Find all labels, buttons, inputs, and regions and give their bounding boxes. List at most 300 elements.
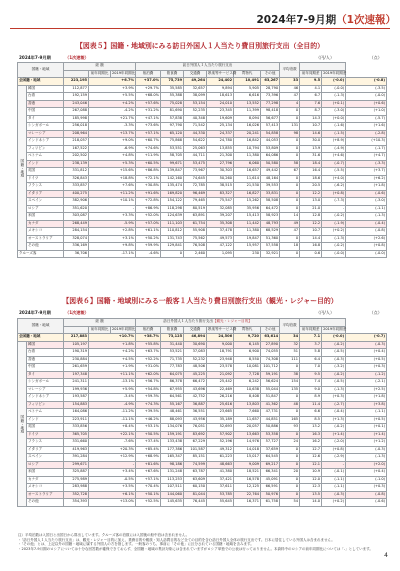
figure6-title: 【図表６】国籍・地域別にみる一般客１人当たり費目別旅行支出（観光・レジャー目的）	[62, 297, 338, 305]
table-cell: +3.4%	[89, 469, 136, 477]
row-country: クルーズ客	[18, 250, 64, 258]
row-country: 香港	[27, 356, 64, 364]
table-cell: 113,253	[161, 476, 184, 484]
table-cell: 49,442	[261, 168, 280, 176]
row-country: インドネシア	[27, 138, 64, 146]
table-cell: +6.7%	[89, 78, 136, 86]
table-cell: 9.5	[300, 78, 322, 86]
table-cell: 230	[234, 250, 261, 258]
table-cell: 22,764	[234, 491, 261, 499]
table-cell: 6,242	[234, 379, 261, 387]
table-cell: (+0.1)	[322, 100, 346, 108]
table-row	[18, 484, 387, 492]
table-cell: -3.3%	[89, 123, 136, 131]
table-cell: 0	[280, 476, 300, 484]
table-cell: (-0.8)	[346, 491, 387, 499]
table-cell: +13.7%	[89, 130, 136, 138]
table-cell: (+0.6)	[346, 100, 387, 108]
table-cell: (-0.0)	[322, 250, 346, 258]
table-cell: 12.3	[300, 484, 322, 492]
table-cell: (-0.0)	[346, 93, 387, 101]
table-cell: 256,018	[64, 123, 89, 131]
table-cell: 25,134	[207, 123, 234, 131]
table-cell: 98	[280, 130, 300, 138]
table-cell: (-3.0)	[322, 108, 346, 116]
row-country: スペイン	[27, 198, 64, 206]
table-cell: 40,348	[184, 115, 207, 123]
figure6-unit-right: （点）	[369, 310, 382, 315]
table-cell: 192,159	[64, 93, 89, 101]
figure5-header-total: 総 額	[64, 63, 136, 71]
table-cell: 268,449	[64, 220, 89, 228]
row-country: その他	[27, 499, 64, 507]
table-cell: 1,095	[207, 250, 234, 258]
table-cell: 49,312	[207, 446, 234, 454]
table-cell: +68.0%	[136, 93, 161, 101]
table-row	[18, 379, 387, 387]
row-country: オーストラリア	[27, 235, 64, 243]
figure6-header-lodging: 宿泊費	[136, 326, 161, 334]
table-cell: 53,475	[184, 160, 207, 168]
table-cell: 99,671	[161, 160, 184, 168]
table-cell: 6.7	[300, 93, 322, 101]
table-cell: 208,964	[64, 130, 89, 138]
table-cell: 25,442	[207, 379, 234, 387]
table-cell: 75,028	[161, 100, 184, 108]
table-cell: +9.8%	[89, 243, 136, 251]
table-cell: 46	[280, 85, 300, 93]
row-country: 韓国	[27, 341, 64, 349]
table-cell: 48,663	[207, 461, 234, 469]
figure5-table	[17, 62, 387, 258]
table-cell: +74.6%	[136, 145, 161, 153]
row-country: タイ	[27, 115, 64, 123]
figure6-header-purpose: 【観光・レジャー目的】	[212, 319, 252, 324]
row-country: 韓国	[27, 85, 64, 93]
table-cell: 32,921	[261, 250, 280, 258]
table-cell: 31.6	[300, 153, 322, 161]
table-cell: 12.2	[300, 220, 322, 228]
table-row	[18, 446, 387, 454]
table-cell: +4.2%	[89, 349, 136, 357]
table-cell: 9,000	[207, 341, 234, 349]
table-cell: +60.7%	[136, 138, 161, 146]
table-cell: 7.0	[300, 364, 322, 372]
table-cell: 8,094	[234, 115, 261, 123]
table-cell: 336,169	[64, 243, 89, 251]
table-cell: 33	[280, 78, 300, 86]
table-cell: 93	[280, 424, 300, 432]
table-cell: 48,506	[184, 364, 207, 372]
table-cell: 4	[280, 100, 300, 108]
table-row	[18, 431, 387, 439]
notes	[18, 533, 384, 552]
table-cell: 51,360	[261, 235, 280, 243]
table-cell: (-0.2)	[322, 371, 346, 379]
table-cell: 0	[280, 175, 300, 183]
table-row	[18, 371, 387, 379]
table-cell: 18.4	[300, 160, 322, 168]
table-cell: 197,348	[64, 371, 89, 379]
figure5-header-country: 国籍・地域	[18, 63, 64, 78]
table-cell: -4.9%	[89, 401, 136, 409]
table-cell: -5.9%	[89, 220, 136, 228]
table-cell: +68.9%	[136, 454, 161, 462]
table-cell: 71,735	[161, 356, 184, 364]
table-cell: 0.6	[300, 250, 322, 258]
table-cell: 13.0	[300, 198, 322, 206]
table-row	[18, 160, 387, 168]
row-country: インドネシア	[27, 394, 64, 402]
table-row	[18, 153, 387, 161]
table-cell: 49	[280, 220, 300, 228]
table-cell: 13,552	[234, 100, 261, 108]
table-cell: 333,856	[64, 424, 89, 432]
table-row	[18, 100, 387, 108]
table-cell: 47,731	[261, 409, 280, 417]
table-row	[18, 78, 387, 86]
table-cell: 0	[280, 446, 300, 454]
table-row	[18, 416, 387, 424]
table-cell: 44,711	[184, 153, 207, 161]
table-cell: +57.6%	[136, 100, 161, 108]
row-country: シンガポール	[27, 379, 64, 387]
table-cell: 131	[280, 123, 300, 131]
row-country: フランス	[27, 183, 64, 191]
table-cell: 6,900	[234, 349, 261, 357]
table-cell: +59.3%	[136, 394, 161, 402]
table-cell: 52,693	[207, 424, 234, 432]
table-cell: 20,057	[234, 424, 261, 432]
table-cell: 49,573	[207, 235, 234, 243]
table-cell: (-0.4)	[322, 409, 346, 417]
table-cell: (-0.2)	[322, 341, 346, 349]
table-cell: 75,562	[184, 235, 207, 243]
table-cell: 14,018	[234, 446, 261, 454]
row-country: ロシア	[27, 461, 64, 469]
table-cell: 41,380	[207, 469, 234, 477]
row-country: ベトナム	[27, 153, 64, 161]
table-cell: +50.2%	[136, 235, 161, 243]
table-cell: 69,217	[261, 461, 280, 469]
table-cell: 98,186	[161, 461, 184, 469]
table-cell: (-2.0)	[322, 439, 346, 447]
row-country: 中国	[27, 364, 64, 372]
table-cell: 16.3	[300, 431, 322, 439]
figure6-header-2019: 2019年同期比	[111, 326, 136, 334]
table-cell: +67.6%	[136, 469, 161, 477]
note-line: 注）平均泊数は入国日と出国日から算出しています。クルーズ客の泊数には入国後の船中泊は含まれません。	[18, 533, 190, 537]
table-cell: (-0.3)	[322, 491, 346, 499]
table-cell: 352,728	[64, 491, 89, 499]
table-cell: +60.5%	[136, 160, 161, 168]
table-cell: 131,248	[161, 469, 184, 477]
table-cell: (-0.1)	[322, 469, 346, 477]
table-cell: 58,705	[161, 153, 184, 161]
table-cell: 81,044	[184, 491, 207, 499]
table-cell: (+4.6)	[322, 153, 346, 161]
table-cell: +61.1%	[136, 228, 161, 236]
figure6-table-body	[18, 334, 387, 507]
table-cell: 98,418	[261, 108, 280, 116]
table-cell: 284,154	[64, 228, 89, 236]
table-cell: 63,614	[261, 334, 280, 342]
table-cell: 79,465	[184, 198, 207, 206]
table-cell: 365,705	[64, 431, 89, 439]
table-cell: 96,469	[184, 190, 207, 198]
table-cell: 37,478	[207, 228, 234, 236]
table-cell: 63,267	[261, 78, 280, 86]
table-cell: +11.9%	[136, 153, 161, 161]
table-cell: (+0.8)	[346, 243, 387, 251]
table-cell: (+10.3)	[346, 138, 387, 146]
table-row	[18, 190, 387, 198]
table-cell: (-0.7)	[322, 160, 346, 168]
table-cell: +39.5%	[136, 409, 161, 417]
table-cell: 135	[280, 386, 300, 394]
table-cell: (-0.4)	[346, 220, 387, 228]
table-cell: 6.4	[300, 356, 322, 364]
table-cell: 7.6	[300, 100, 322, 108]
table-cell: +10.1%	[89, 198, 136, 206]
table-cell: (-3.0)	[346, 198, 387, 206]
table-cell: +5.9%	[89, 386, 136, 394]
table-row	[18, 138, 387, 146]
table-cell: 47,122	[207, 243, 234, 251]
table-cell: (-1.9)	[322, 220, 346, 228]
table-cell: 16,371	[234, 499, 261, 507]
table-row	[18, 476, 387, 484]
table-cell: +9.0%	[89, 138, 136, 146]
table-cell: +30.8%	[136, 183, 161, 191]
table-cell: -13.1%	[89, 379, 136, 387]
header-rule	[10, 28, 390, 29]
table-cell: 0	[280, 364, 300, 372]
table-cell: +72.1%	[136, 175, 161, 183]
table-cell: 80,519	[184, 205, 207, 213]
table-cell: (-2.8)	[346, 130, 387, 138]
table-cell: (-5.7)	[346, 115, 387, 123]
figure5-header-transport: 交通費	[184, 70, 207, 78]
table-cell: -3.4%	[89, 394, 136, 402]
table-cell: (-6.2)	[322, 183, 346, 191]
table-cell: 86,378	[161, 379, 184, 387]
figure6-header-prev: 前年同期比	[89, 326, 111, 334]
row-country: 台湾	[27, 349, 64, 357]
table-cell: 202,502	[64, 153, 89, 161]
table-cell: 193,587	[64, 394, 89, 402]
table-cell: 10.9	[300, 469, 322, 477]
table-cell: 36,887	[184, 401, 207, 409]
table-cell: (+0.2)	[322, 499, 346, 507]
row-country: メキシコ	[27, 484, 64, 492]
table-cell: +57.1%	[136, 476, 161, 484]
table-cell: 45,091	[261, 476, 280, 484]
table-cell: (-5.5)	[322, 168, 346, 176]
table-cell: 351,620	[64, 205, 89, 213]
table-cell: +4.8%	[89, 153, 136, 161]
table-cell: +29.7%	[136, 85, 161, 93]
table-cell: +3.9%	[89, 85, 136, 93]
figure6-header-avg-nights: 平均泊数	[280, 319, 300, 334]
table-cell: 10.7	[300, 123, 322, 131]
table-cell: 0	[280, 138, 300, 146]
table-cell: (-3.5)	[346, 85, 387, 93]
table-cell: 12.2	[300, 190, 322, 198]
header-status: （1次速報）	[336, 14, 396, 26]
table-cell: 218,057	[64, 138, 89, 146]
table-cell: +21.7%	[89, 115, 136, 123]
table-cell: 32	[280, 341, 300, 349]
table-cell: 11,380	[234, 153, 261, 161]
table-cell: 24,506	[207, 334, 234, 342]
table-cell: 243,046	[64, 100, 89, 108]
table-cell: 61,758	[261, 499, 280, 507]
table-row	[18, 394, 387, 402]
table-cell: (+1.2)	[346, 439, 387, 447]
table-cell: 67,955	[161, 386, 184, 394]
table-cell: 9,720	[234, 334, 261, 342]
table-cell: (+3.8)	[346, 401, 387, 409]
table-cell: 64,075	[161, 371, 184, 379]
table-cell: 14.0	[300, 499, 322, 507]
figure6-header-total: 総 額	[64, 319, 136, 327]
table-cell: 58,508	[261, 198, 280, 206]
table-cell: 8.9	[300, 394, 322, 402]
table-cell: 53,785	[207, 491, 234, 499]
table-cell: (-0.6)	[346, 190, 387, 198]
table-cell: (+2.5)	[346, 386, 387, 394]
table-cell: 22,469	[207, 386, 234, 394]
table-cell: 41,362	[261, 401, 280, 409]
table-cell: 53,154	[184, 100, 207, 108]
table-cell: 7,660	[234, 409, 261, 417]
table-cell: 21,300	[207, 153, 234, 161]
table-cell: 6,060	[234, 160, 261, 168]
table-cell: 23,665	[207, 409, 234, 417]
figure6-unit-left: （円/人）	[316, 310, 335, 315]
table-cell: 38,515	[207, 183, 234, 191]
table-cell: 39,553	[261, 183, 280, 191]
table-cell: (-0.2)	[322, 243, 346, 251]
table-cell: 190,319	[64, 349, 89, 357]
table-cell: +56.7%	[136, 379, 161, 387]
table-cell: 30,303	[207, 168, 234, 176]
table-cell: 48,793	[261, 220, 280, 228]
table-cell: 45,225	[184, 371, 207, 379]
table-cell: 144,060	[161, 491, 184, 499]
table-row	[18, 220, 387, 228]
table-cell: 8.7	[300, 108, 322, 116]
figure5-header-shopping: 買物代	[234, 70, 261, 78]
table-cell: 37,659	[261, 446, 280, 454]
table-cell: (+4.0)	[322, 175, 346, 183]
table-cell: 60,150	[184, 484, 207, 492]
figure5-header-entertainment: 娯楽等サービス費	[207, 70, 234, 78]
table-cell: 299,671	[64, 461, 89, 469]
row-country: フランス	[27, 439, 64, 447]
table-cell: 142,160	[161, 175, 184, 183]
table-cell: 67,229	[184, 439, 207, 447]
figure6-header-entertainment: 娯楽等サービス費	[207, 326, 234, 334]
table-cell: 72,785	[184, 183, 207, 191]
row-country: 中国	[27, 108, 64, 116]
row-country: その他	[27, 243, 64, 251]
table-cell: 9.0	[300, 386, 322, 394]
table-cell: +11.2%	[89, 190, 136, 198]
table-cell: 49,264	[184, 78, 207, 86]
row-country: マレーシア	[27, 386, 64, 394]
table-cell: 9,009	[234, 461, 261, 469]
table-cell: 0	[161, 250, 184, 258]
table-row	[18, 228, 387, 236]
table-cell: (+0.1)	[346, 424, 387, 432]
table-cell: 61,223	[207, 454, 234, 462]
table-cell: 73,396	[261, 93, 280, 101]
table-cell: 6,145	[234, 341, 261, 349]
table-cell: 44,851	[261, 416, 280, 424]
table-cell: 20.5	[300, 183, 322, 191]
table-cell: 47	[280, 228, 300, 236]
table-cell: +52.5%	[136, 499, 161, 507]
table-cell: (-1.1)	[322, 476, 346, 484]
table-row	[18, 386, 387, 394]
table-cell: +31.0%	[136, 364, 161, 372]
table-cell: (-0.7)	[346, 334, 387, 342]
row-country: 全国籍・地域	[18, 78, 64, 86]
table-row	[18, 85, 387, 93]
table-cell: 111,103	[161, 220, 184, 228]
table-row	[18, 469, 387, 477]
table-cell: 16,827	[234, 190, 261, 198]
table-cell: 77,298	[261, 100, 280, 108]
table-cell: 325,887	[64, 469, 89, 477]
table-cell: 112,877	[64, 85, 89, 93]
table-cell: 63,609	[184, 476, 207, 484]
table-cell: 0	[280, 250, 300, 258]
table-cell: 12.8	[300, 213, 322, 221]
table-cell: (-1.3)	[322, 235, 346, 243]
table-cell: 16.2	[300, 439, 322, 447]
table-cell: 74,055	[261, 349, 280, 357]
figure6-kind: （1次速報）	[65, 310, 89, 315]
table-cell: +86.9%	[136, 205, 161, 213]
table-cell: 13,663	[234, 431, 261, 439]
table-cell: 5,905	[234, 85, 261, 93]
table-cell: 419,963	[64, 446, 89, 454]
figure5-title: 【図表５】国籍・地域別にみる訪日外国人１人当たり費目別旅行支出（全目的）	[75, 42, 325, 50]
table-cell: (-0.8)	[346, 78, 387, 86]
table-cell: -6.9%	[89, 145, 136, 153]
table-cell: 10,081	[234, 364, 261, 372]
table-row	[18, 356, 387, 364]
table-cell: 145,635	[161, 499, 184, 507]
table-cell: +59.9%	[136, 243, 161, 251]
table-cell: 129,841	[161, 243, 184, 251]
table-cell: (+0.3)	[322, 394, 346, 402]
table-cell: 159,191	[161, 431, 184, 439]
table-cell: 16,578	[234, 476, 261, 484]
table-cell: (-1.3)	[346, 454, 387, 462]
table-cell: 54,858	[261, 130, 280, 138]
table-cell: 64,472	[261, 205, 280, 213]
table-cell: 32,085	[207, 205, 234, 213]
table-cell: 27,796	[207, 160, 234, 168]
table-cell: +15.6%	[89, 168, 136, 176]
table-row	[18, 115, 387, 123]
table-cell: (-0.0)	[322, 334, 346, 342]
table-row	[18, 439, 387, 447]
